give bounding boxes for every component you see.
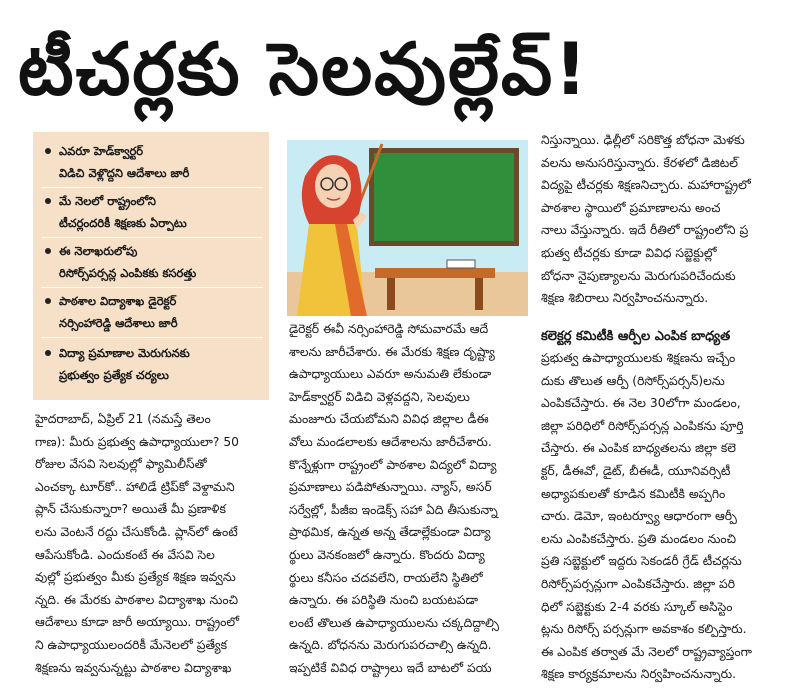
text-line: ర్థులు వెనకంజలో ఉన్నారు. కొందరు విద్యా — [289, 547, 485, 562]
text-line: ప్రాథమిక, ఉన్నత అన్న తేడాల్లేకుండా విద్యా — [289, 525, 491, 540]
text-line: లంటే తొలుత ఉపాధ్యాయులను చక్కదిద్దాల్సి — [289, 615, 500, 630]
highlight-item — [45, 190, 267, 234]
text-line: ఆదేశాలు కూడా జారీ అయ్యాయి. రాష్ట్రంలో — [35, 615, 240, 630]
bullet-dot-icon — [45, 298, 51, 304]
text-line: మంజూరు చేయబోమని వివిధ జిల్లాల డీఈ — [289, 412, 489, 427]
text-line: విద్యపై టీచర్లకు శిక్షణనిచ్చారు. మహారాష్ట్రలో — [541, 178, 751, 193]
highlight-line: రిసోర్స్‌పర్సన్ల ఎంపికకు కసరత్తు — [59, 266, 197, 280]
text-line: ఆపేసుకోండి. ఎందుకంటే ఈ వేసవి సెల — [35, 547, 215, 562]
teacher-illustration — [287, 140, 528, 316]
text-line: హెడ్‌క్వార్టర్ విడిచి వెళ్లవద్దని, సెలవులు — [289, 389, 470, 404]
highlight-line: టీచర్లందరికీ శిక్షణకు ఏర్పాటు — [59, 216, 187, 230]
text-line: లను ఎంపికచేస్తారు. ప్రతి మండలం నుంచి — [541, 531, 737, 546]
text-line: ప్రతి సబ్జెక్టులో ఇద్దరు సెకండరీ గ్రేడ్ టీచర్లను — [541, 554, 742, 569]
text-line: ప్లాన్ చేసుకున్నారా? అయితే మీ ప్రణాళిక — [35, 502, 226, 517]
highlight-line: విడిచి వెళ్లొద్దని ఆదేశాలు జారీ — [59, 166, 190, 180]
text-line: జిల్లా పరిధిలో రిసోర్స్‌పర్సన్ల ఎంపికను పూర్తి — [541, 418, 744, 433]
highlight-item — [45, 240, 267, 284]
text-line: నాలు వేస్తున్నారు. ఇదే రీతిలో రాష్ట్రంలోని ప్ర — [541, 223, 749, 238]
text-line: లను వెంటనే రద్దు చేసుకోండి. ప్లాన్‌లో ఉంటే — [35, 524, 238, 539]
text-line: చారు. డెమో, ఇంటర్వ్యూ ఆధారంగా ఆర్పీ — [541, 509, 737, 524]
bullet-dot-icon — [45, 350, 51, 356]
text-line: శిక్షణ కార్యక్రమాలను నిర్వహించనున్నారు. — [541, 667, 737, 682]
highlight-line: మే నెలలో రాష్ట్రంలోని — [59, 194, 156, 208]
highlight-line: విద్యా ప్రమాణాల మెరుగునకు — [59, 346, 190, 360]
bullet-dot-icon — [45, 248, 51, 254]
text-line: దుకు తొలుత ఆర్పీ (రిసోర్స్‌పర్సన్)లను — [541, 373, 725, 388]
text-line: శాలను జారీచేశారు. ఈ మేరకు శిక్షణ దృష్ట్యా — [289, 344, 495, 359]
text-line: గాణ): మీరు ప్రభుత్వ ఉపాధ్యాయులా? 50 — [35, 434, 240, 449]
text-line: న్నది. ఈ మేరకు పాఠశాల విద్యాశాఖ నుంచి — [35, 592, 238, 607]
text-line: ర్థులు కనీసం చదవలేని, రాయలేని స్థితిలో — [289, 570, 483, 585]
text-line: సర్వేల్లో, పీజీఐ ఇండెక్స్ సహా ఏది తీసుకున్నా — [289, 502, 498, 517]
text-line: రిసోర్స్‌పర్సన్లుగా ఎంపికచేస్తారు. జిల్లా పరి — [541, 576, 736, 591]
text-line: వలను అనుసరిస్తున్నారు. కేరళలో డిజిటల్ — [541, 155, 738, 170]
highlight-line: ప్రభుత్వం ప్రత్యేక చర్యలు — [59, 368, 169, 382]
teacher-classroom-icon — [287, 140, 528, 316]
text-line: వోలు మండలాలకు ఆదేశాలను జారీచేశారు. — [289, 434, 492, 449]
text-line: ఇప్పటికే వివిధ రాష్ట్రాలు ఇదే బాటలో పయ — [289, 660, 492, 675]
column-2 — [289, 318, 525, 680]
text-line: ప్రమాణాలు పడిపోతున్నాయి. న్యాస్, అసర్ — [289, 480, 492, 495]
column-3-bottom — [541, 347, 781, 686]
text-line: నిస్తున్నాయి. ఢిల్లీలో సరికొత్త బోధనా మెళకు — [541, 133, 745, 147]
headline: టీచర్లకు సెలవుల్లేవ్! — [18, 27, 590, 111]
highlight-item — [45, 342, 267, 386]
text-line: ఎంపికచేస్తారు. ఈ నెల 30లోగా మండలం, — [541, 396, 741, 411]
text-line: ఉన్నారు. ఈ పరిస్థితి నుంచి బయటపడా — [289, 593, 479, 608]
highlight-line: ఈ నెలాఖరులోపు — [59, 244, 138, 258]
highlight-item — [45, 140, 267, 184]
text-line: చేస్తారు. ఈ ఎంపిక బాధ్యతలను జిల్లా కలె — [541, 441, 736, 456]
text-line: ధిలో సబ్జెక్టుకు 2-4 వరకు స్కూల్ అసిస్టెం — [541, 599, 733, 614]
text-line: అధ్యాపకులతో కూడిన కమిటీకి అప్పగిం — [541, 486, 726, 501]
text-line: ప్రభుత్వ ఉపాధ్యాయులకు శిక్షణను ఇచ్చేం — [541, 351, 736, 365]
text-line: హైదరాబాద్, ఏప్రిల్ 21 (నమస్తే తెలం — [35, 412, 211, 426]
text-line: కొన్నేళ్లుగా రాష్ట్రంలో పాఠశాల విద్యలో విద్యా — [289, 457, 497, 472]
text-line: డైరెక్టర్ ఈవీ నర్సింహారెడ్డి సోమవారమే ఆదే — [289, 322, 489, 336]
highlight-line: ఎవరూ హెడ్‌క్వార్టర్ — [59, 144, 144, 158]
text-line: ఈ ఎంపిక తర్వాత మే నెలలో రాష్ట్రవ్యాప్తంగా — [541, 644, 752, 659]
text-line: శిక్షణను ఇవ్వనున్నట్టు పాఠశాల విద్యాశాఖ — [35, 660, 232, 675]
divider — [41, 287, 263, 288]
divider — [41, 187, 263, 188]
highlight-item — [45, 290, 267, 334]
text-line: ని ఉపాధ్యాయులందరికీ మేనెలలో ప్రత్యేక — [35, 637, 227, 652]
column-1 — [35, 408, 270, 679]
text-line: పాఠశాల స్థాయిలో ప్రమాణాలను అంచ — [541, 200, 721, 215]
text-line: ఉన్నది. బోధనను మెరుగుపరచాల్సి ఉన్నది. — [289, 638, 492, 653]
text-line: శిక్షణ శిబిరాలు నిర్వహించనున్నారు. — [541, 291, 709, 306]
column-3-top — [541, 129, 781, 310]
divider — [41, 237, 263, 238]
text-line: ట్లను రిసోర్స్ పర్సన్లుగా అవకాశం కల్పిస్తారు. — [541, 622, 747, 637]
text-line: రోజుల వేసవి సెలవుల్లో ఫ్యామిలీస్‌తో — [35, 457, 207, 472]
bullet-dot-icon — [45, 148, 51, 154]
text-line: ఎంచక్కా టూర్‌కో.. హాలిడే ట్రిప్‌కో వెళ్దామని — [35, 479, 235, 494]
subheading: కలెక్టర్ల కమిటీకి ఆర్పీల ఎంపిక బాధ్యత — [541, 329, 731, 344]
highlights-box — [33, 132, 269, 400]
text-line: వుల్లో ప్రభుత్వం మీకు ప్రత్యేక శిక్షణ ఇవ్వను — [35, 570, 236, 585]
text-line: భుత్వ టీచర్లకు కూడా వివిధ సబ్జెక్టుల్లో — [541, 245, 717, 260]
text-line: ఉపాధ్యాయులు ఎవరూ అనుమతి లేకుండా — [289, 367, 492, 382]
text-line: బోధనా నైపుణ్యాలను మెరుగుపరిచేందుకు — [541, 268, 736, 283]
bullet-dot-icon — [45, 198, 51, 204]
divider — [41, 337, 263, 338]
highlight-line: నర్సింహారెడ్డి ఆదేశాలు జారీ — [59, 316, 178, 330]
text-line: క్టర్, డీఈవో, డైట్, బీఈడీ, యూనివర్సిటీ — [541, 463, 731, 478]
highlight-line: పాఠశాల విద్యాశాఖ డైరెక్టర్ — [59, 294, 177, 308]
